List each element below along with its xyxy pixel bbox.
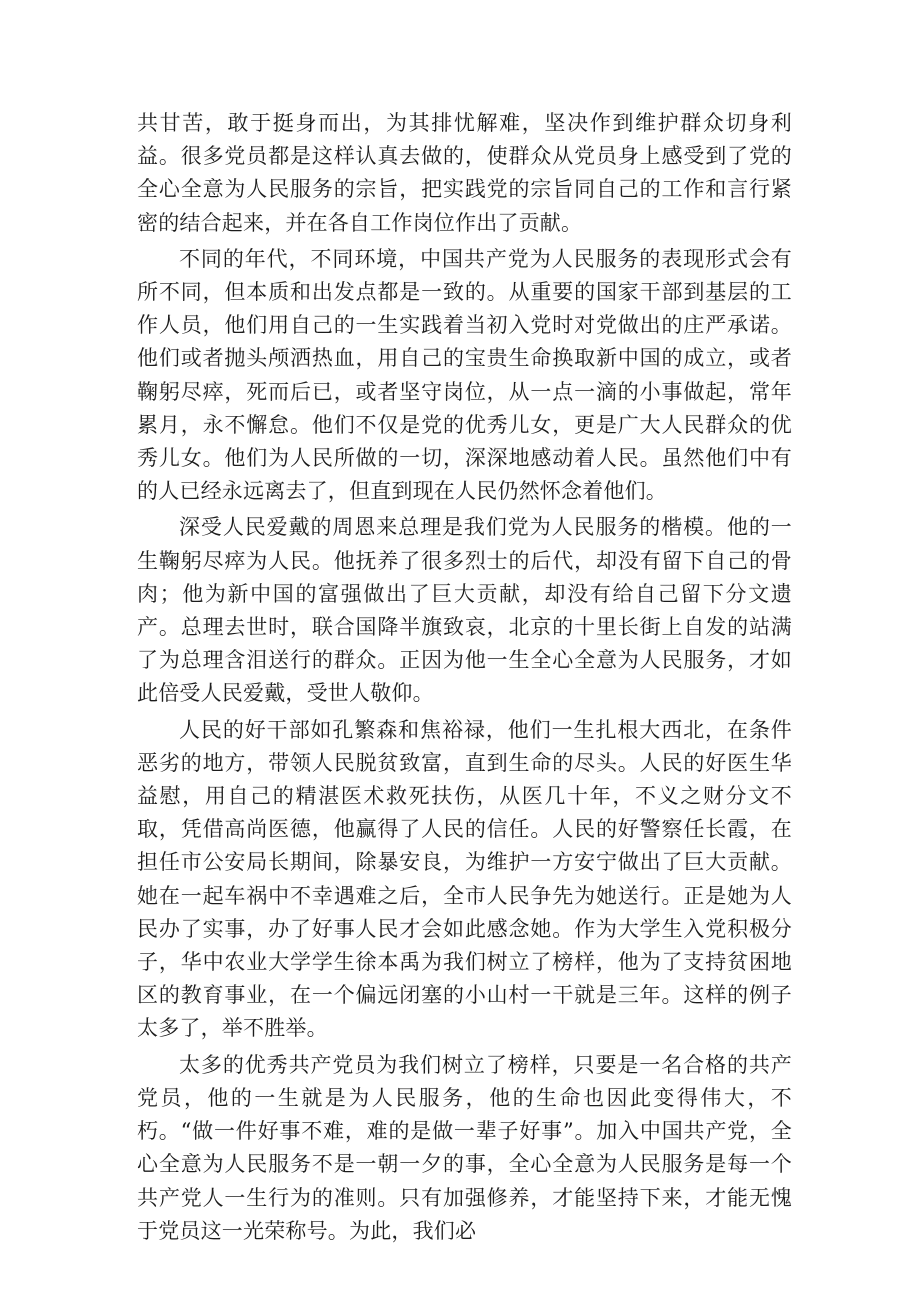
document-body <box>137 107 792 1251</box>
paragraph: 太多的优秀共产党员为我们树立了榜样，只要是一名合格的共产党员，他的一生就是为人民服务，他的生命也因此变得伟大，不朽。“做一件好事不难，难的是做一辈子好事”。加入中国共产党，全心全意为人民服务不是一朝一夕的事，全心全意为人民服务是每一个共产党人一生行为的准则。只有加强修养，才能坚持下来，才能无愧于党员这一光荣称号。为此，我们必 <box>137 1052 792 1243</box>
paragraph: 人民的好干部如孔繁森和焦裕禄，他们一生扎根大西北，在条件恶劣的地方，带领人民脱贫致富，直到生命的尽头。人民的好医生华益慰，用自己的精湛医术救死扶伤，从医几十年，不义之财分文不取，凭借高尚医德，他赢得了人民的信任。人民的好警察任长霞，在担任市公安局长期间，除暴安良，为维护一方安宁做出了巨大贡献。她在一起车祸中不幸遇难之后，全市人民争先为她送行。正是她为人民办了实事，办了好事人民才会如此感念她。作为大学生入党积极分子，华中农业大学学生徐本禹为我们树立了榜样，他为了支持贫困地区的教育事业，在一个偏远闭塞的小山村一干就是三年。这样的例子太多了，举不胜举。 <box>137 717 792 1041</box>
paragraph: 不同的年代，不同环境，中国共产党为人民服务的表现形式会有所不同，但本质和出发点都是一致的。从重要的国家干部到基层的工作人员，他们用自己的一生实践着当初入党时对党做出的庄严承诺。他们或者抛头颅洒热血，用自己的宝贵生命换取新中国的成立，或者鞠躬尽瘁，死而后已，或者坚守岗位，从一点一滴的小事做起，常年累月，永不懈怠。他们不仅是党的优秀儿女，更是广大人民群众的优秀儿女。他们为人民所做的一切，深深地感动着人民。虽然他们中有的人已经永远离去了，但直到现在人民仍然怀念着他们。 <box>137 246 792 504</box>
paragraph-continuation: 共甘苦，敢于挺身而出，为其排忧解难，坚决作到维护群众切身利益。很多党员都是这样认真去做的，使群众从党员身上感受到了党的全心全意为人民服务的宗旨，把实践党的宗旨同自己的工作和言行紧密的结合起来，并在各自工作岗位作出了贡献。 <box>137 111 792 235</box>
paragraph: 深受人民爱戴的周恩来总理是我们党为人民服务的楷模。他的一生鞠躬尽瘁为人民。他抚养了很多烈士的后代，却没有留下自己的骨肉；他为新中国的富强做出了巨大贡献，却没有给自己留下分文遗产。总理去世时，联合国降半旗致哀，北京的十里长街上自发的站满了为总理含泪送行的群众。正因为他一生全心全意为人民服务，才如此倍受人民爱戴，受世人敬仰。 <box>137 515 792 706</box>
